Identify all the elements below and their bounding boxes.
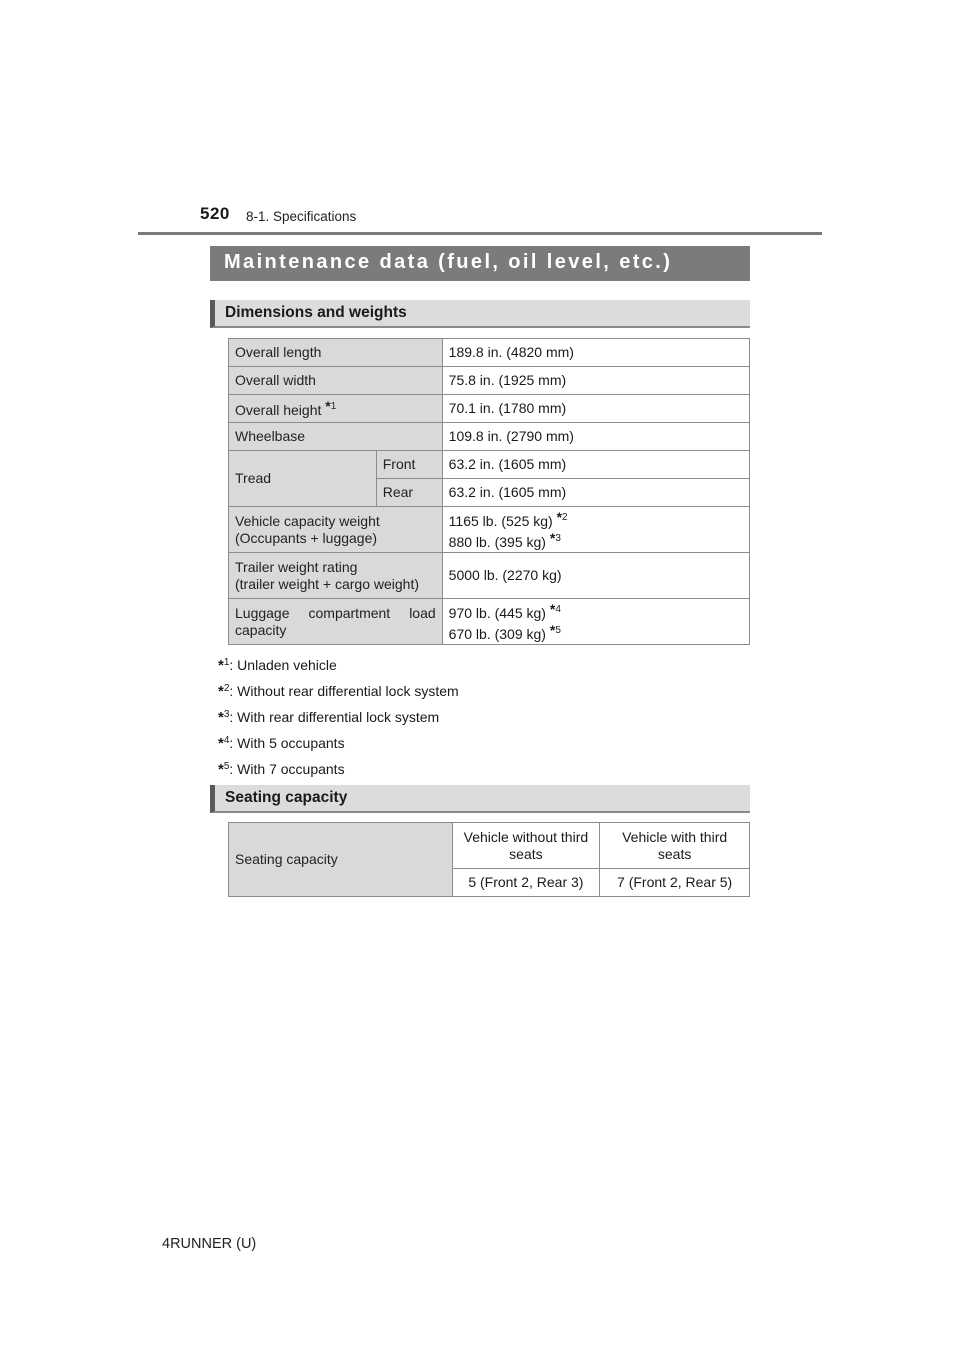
table-row xyxy=(229,553,750,599)
overall-height-label-cell xyxy=(229,395,443,423)
page-number: 520 xyxy=(200,204,230,223)
overall-height-value: 70.1 in. (1780 mm) xyxy=(442,395,749,423)
with-third-seats-header: Vehicle with third seats xyxy=(600,823,750,869)
table-row xyxy=(229,451,750,479)
without-third-seats-header: Vehicle without third seats xyxy=(452,823,600,869)
table-row xyxy=(229,599,750,645)
tread-rear-value: 63.2 in. (1605 mm) xyxy=(442,479,749,507)
footnote-item: *$^2$: Without rear differential lock system xyxy=(218,683,459,700)
capacity-weight-label: Vehicle capacity weight (Occupants + luggage) xyxy=(229,507,443,553)
dimensions-table xyxy=(228,338,750,645)
wheelbase-value: 109.8 in. (2790 mm) xyxy=(442,423,749,451)
footnote-item: *$^5$: With 7 occupants xyxy=(218,761,345,778)
footnote-marker: *4 xyxy=(549,600,561,617)
overall-length-label: Overall length xyxy=(229,339,443,367)
footnote-marker: *3 xyxy=(549,529,561,546)
seating-capacity-label: Seating capacity xyxy=(229,823,453,897)
model-footer: 4RUNNER (U) xyxy=(162,1236,257,1252)
table-row xyxy=(229,339,750,367)
table-row xyxy=(229,507,750,553)
page-title: Maintenance data (fuel, oil level, etc.) xyxy=(210,246,750,281)
seating-section-header: Seating capacity xyxy=(210,785,750,813)
seating-table xyxy=(228,822,750,897)
wheelbase-label: Wheelbase xyxy=(229,423,443,451)
footnote-item: *$^1$: Unladen vehicle xyxy=(218,657,337,674)
trailer-rating-label: Trailer weight rating (trailer weight + cargo weight) xyxy=(229,553,443,599)
without-third-seats-value: 5 (Front 2, Rear 3) xyxy=(452,869,600,897)
overall-length-value: 189.8 in. (4820 mm) xyxy=(442,339,749,367)
overall-width-label: Overall width xyxy=(229,367,443,395)
tread-front-label: Front xyxy=(376,451,442,479)
footnote-marker: *5 xyxy=(549,621,561,638)
footnote-item: *$^4$: With 5 occupants xyxy=(218,735,345,752)
footnote-item: *$^3$: With rear differential lock system xyxy=(218,709,440,726)
header-divider xyxy=(138,232,822,235)
luggage-capacity-label: Luggage compartment load capacity xyxy=(229,599,443,645)
overall-width-value: 75.8 in. (1925 mm) xyxy=(442,367,749,395)
section-reference: 8-1. Specifications xyxy=(246,209,357,224)
table-row xyxy=(229,423,750,451)
table-row xyxy=(229,395,750,423)
overall-height-label: Overall height xyxy=(235,402,322,418)
with-third-seats-value: 7 (Front 2, Rear 5) xyxy=(600,869,750,897)
tread-rear-label: Rear xyxy=(376,479,442,507)
footnotes xyxy=(218,650,459,780)
capacity-weight-value: 1165 lb. (525 kg) $^{*2}$ 880 lb. (395 kg) $^{*3}$ xyxy=(442,507,749,553)
tread-label: Tread xyxy=(229,451,377,507)
footnote-marker: *1 xyxy=(325,398,337,414)
footnote-marker: *2 xyxy=(556,508,568,525)
dimensions-section-header: Dimensions and weights xyxy=(210,300,750,328)
luggage-capacity-value: 970 lb. (445 kg) $^{*4}$ 670 lb. (309 kg) $^{*5}$ xyxy=(442,599,749,645)
tread-front-value: 63.2 in. (1605 mm) xyxy=(442,451,749,479)
table-row xyxy=(229,823,750,869)
table-row xyxy=(229,367,750,395)
trailer-rating-value: 5000 lb. (2270 kg) xyxy=(442,553,749,599)
